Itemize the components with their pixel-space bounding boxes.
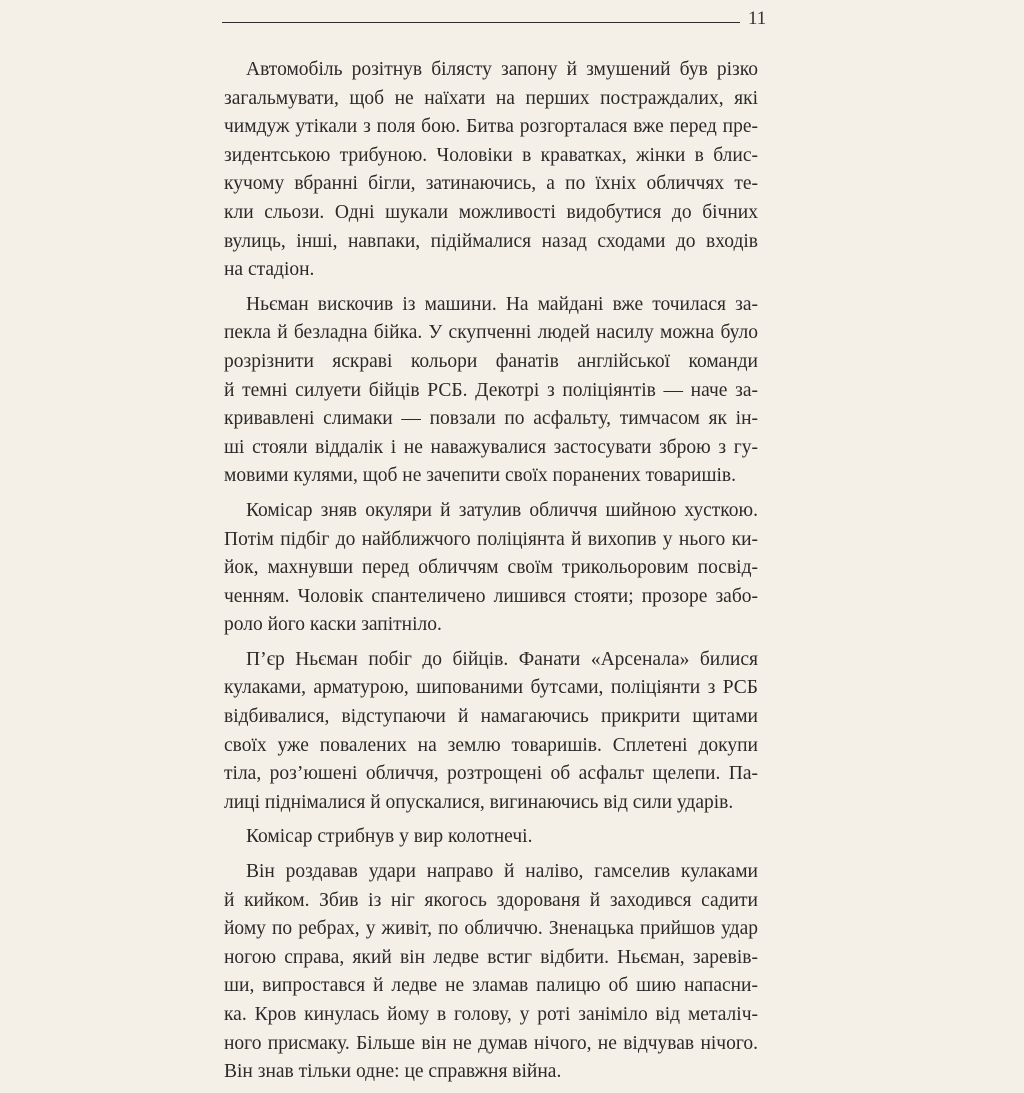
paragraph xyxy=(224,823,758,852)
text-line: своїх уже повалених на землю товаришів. Сплетені докупи xyxy=(224,734,758,756)
header-rule xyxy=(222,22,740,23)
text-line: розрізнити яскраві кольори фанатів англійської команди xyxy=(224,350,758,372)
text-line: відбивалися, відступаючи й намагаючись прикрити щитами xyxy=(224,706,758,728)
text-line: лиці піднімалися й опускалися, вигинаючись від сили ударів. xyxy=(224,791,734,813)
paragraph xyxy=(224,56,758,285)
text-line: ші стояли віддалік і не наважувалися застосувати зброю з гу- xyxy=(224,436,758,458)
text-line: й кийком. Збив із ніг якогось здорованя й заходився садити xyxy=(224,889,758,911)
body-text xyxy=(224,56,758,1093)
text-line: кли сльози. Одні шукали можливості видобутися до бічних xyxy=(224,201,758,223)
text-line: Комісар зняв окуляри й затулив обличчя шийною хусткою. xyxy=(246,499,758,521)
text-line: Він роздавав удари направо й наліво, гамселив кулаками xyxy=(246,861,758,883)
text-line: Комісар стрибнув у вир колотнечі. xyxy=(246,826,533,848)
paragraph xyxy=(224,646,758,818)
text-line: зидентською трибуною. Чоловіки в краватках, жінки в блис- xyxy=(224,144,758,166)
text-line: Потім підбіг до найближчого поліціянта й вихопив у нього ки- xyxy=(224,528,758,550)
text-line: на стадіон. xyxy=(224,259,315,281)
text-line: вулиць, інші, навпаки, підіймалися назад сходами до входів xyxy=(224,230,758,252)
text-line: й темні силуети бійців РСБ. Декотрі з поліціянтів — наче за- xyxy=(224,379,758,401)
paragraph xyxy=(224,291,758,491)
text-line: Ньєман вискочив із машини. На майдані вже точилася за- xyxy=(246,293,758,315)
text-line: мовими кулями, щоб не зачепити своїх поранених товаришів. xyxy=(224,465,736,487)
paragraph xyxy=(224,858,758,1087)
text-line: ченням. Чоловік спантеличено лишився стояти; прозоре забо- xyxy=(224,585,758,607)
text-line: загальмувати, щоб не наїхати на перших постраждалих, які xyxy=(224,87,758,109)
text-line: П’єр Ньєман побіг до бійців. Фанати «Арсенала» билися xyxy=(246,648,758,670)
text-line: роло його каски запітніло. xyxy=(224,614,442,636)
paragraph xyxy=(224,497,758,640)
text-line: ногою справа, який він ледве встиг відбити. Ньєман, заревів- xyxy=(224,946,758,968)
text-line: кулаками, арматурою, шипованими бутсами, поліціянти з РСБ xyxy=(224,677,758,699)
text-line: кучому вбранні бігли, затинаючись, а по їхніх обличчях те- xyxy=(224,173,758,195)
text-line: кривавлені слимаки — повзали по асфальту, тимчасом як ін- xyxy=(224,408,758,430)
text-line: йок, махнувши перед обличчям своїм трикольоровим посвід- xyxy=(224,557,758,579)
text-line: тіла, роз’юшені обличчя, розтрощені об асфальт щелепи. Па- xyxy=(224,763,758,785)
text-line: Він знав тільки одне: це справжня війна. xyxy=(224,1061,562,1083)
text-line: чимдуж утікали з поля бою. Битва розгорталася вже перед пре- xyxy=(224,116,758,138)
text-line: пекла й безладна бійка. У скупченні людей насилу можна було xyxy=(224,322,758,344)
page-number: 11 xyxy=(748,8,767,29)
text-line: ного присмаку. Більше він не думав нічого, не відчував нічого. xyxy=(224,1032,758,1054)
text-line: Автомобіль розітнув білясту запону й змушений був різко xyxy=(246,59,758,80)
text-line: йому по ребрах, у живіт, по обличчю. Зненацька прийшов удар xyxy=(224,918,758,940)
text-line: ши, випростався й ледве не зламав палицю об шию напасни- xyxy=(224,975,758,997)
text-line: ка. Кров кинулась йому в голову, у роті заніміло від металіч- xyxy=(224,1004,758,1025)
